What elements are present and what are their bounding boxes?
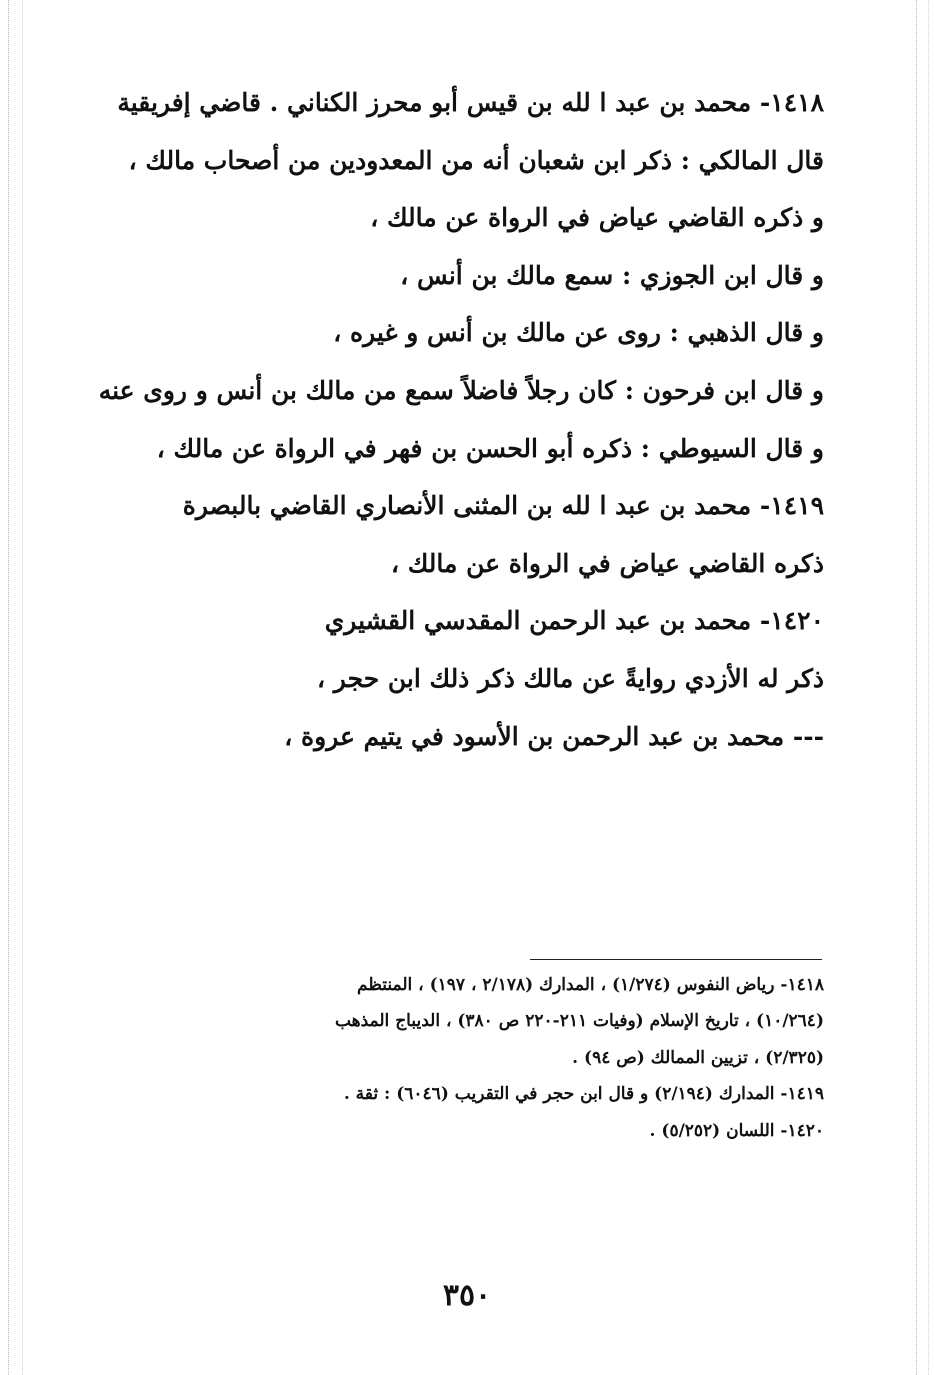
scan-edge-left-inner bbox=[22, 0, 23, 1375]
text-line: و قال ابن فرحون : كان رجلاً فاضلاً سمع من مالك بن أنس و روى عنه bbox=[98, 375, 824, 405]
text-line: و قال السيوطي : ذكره أبو الحسن بن فهر في الرواة عن مالك ، bbox=[156, 433, 824, 463]
footnote-line: (٢/٣٢٥) ، تزيين الممالك (ص ٩٤) . bbox=[572, 1047, 824, 1068]
text-line: ذكر له الأزدي روايةً عن مالك ذكر ذلك ابن حجر ، bbox=[317, 663, 824, 693]
text-line: و قال ابن الجوزي : سمع مالك بن أنس ، bbox=[400, 260, 824, 290]
unnumbered-entry: --- محمد بن عبد الرحمن بن الأسود في يتيم عروة ، bbox=[284, 721, 824, 751]
text-line: قال المالكي : ذكر ابن شعبان أنه من المعدودين من أصحاب مالك ، bbox=[128, 145, 824, 175]
footnotes-block bbox=[60, 967, 824, 1149]
entry-1420-heading: ١٤٢٠- محمد بن عبد الرحمن المقدسي القشيري bbox=[324, 606, 824, 636]
scan-edge-left bbox=[8, 0, 9, 1375]
footnote-separator bbox=[530, 959, 822, 960]
text-line: و قال الذهبي : روى عن مالك بن أنس و غيره ، bbox=[333, 318, 824, 348]
scan-edge-right-outer bbox=[928, 0, 929, 1375]
footnote-1418: ١٤١٨- رياض النفوس (١/٢٧٤) ، المدارك (٢/١٧٨ ، ١٩٧) ، المنتظم bbox=[357, 975, 824, 995]
text-line: ذكره القاضي عياض في الرواة عن مالك ، bbox=[390, 548, 824, 578]
scan-edge-right bbox=[916, 0, 917, 1375]
entry-1418-heading: ١٤١٨- محمد بن عبد ا لله بن قيس أبو محرز الكناني . قاضي إفريقية bbox=[117, 88, 824, 117]
text-line: و ذكره القاضي عياض في الرواة عن مالك ، bbox=[370, 203, 824, 233]
main-text-block bbox=[60, 74, 824, 765]
entry-1419-heading: ١٤١٩- محمد بن عبد ا لله بن المثنى الأنصاري القاضي بالبصرة bbox=[182, 491, 824, 521]
page-number: ٣٥٠ bbox=[442, 1278, 492, 1313]
footnote-line: (١٠/٢٦٤) ، تاريخ الإسلام (وفيات ٢١١-٢٢٠ ص ٣٨٠) ، الديباج المذهب bbox=[334, 1011, 824, 1032]
footnote-1420: ١٤٢٠- اللسان (٥/٢٥٢) . bbox=[649, 1120, 824, 1141]
footnote-1419: ١٤١٩- المدارك (٢/١٩٤) و قال ابن حجر في التقريب (٦٠٤٦) : ثقة . bbox=[343, 1084, 824, 1105]
